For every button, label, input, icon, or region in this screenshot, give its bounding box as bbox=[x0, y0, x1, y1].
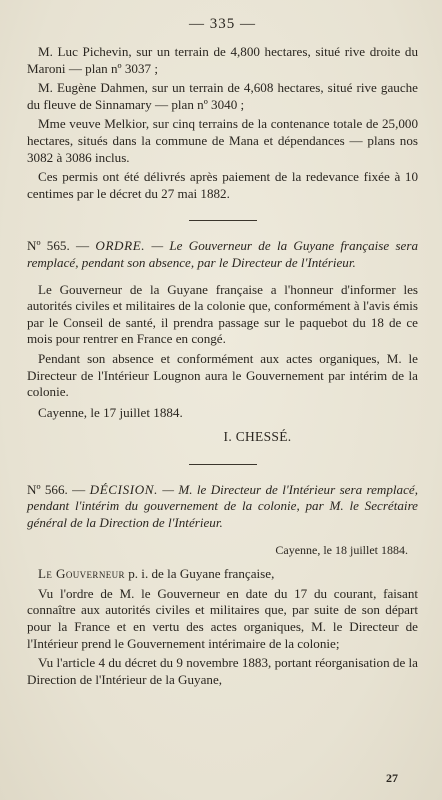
order-565-number: Nº 565. bbox=[27, 238, 70, 254]
permit-dahmen: M. Eugène Dahmen, sur un terrain de 4,608 hectares, situé rive gauche du fleuve de Sinnamary — plan nº 3040 ; bbox=[27, 80, 418, 112]
order-565-dash: — bbox=[69, 238, 96, 254]
folio-number: 27 bbox=[386, 771, 398, 785]
order-565-heading bbox=[27, 238, 418, 271]
order-565-signature: I. CHESSÉ. bbox=[223, 429, 292, 445]
decision-566-paragraph: Vu l'article 4 du décret du 9 novembre 1883, portant réorganisation de la Direction de l'Intérieur de la Guyane, bbox=[27, 655, 418, 687]
decision-566-date: Cayenne, le 18 juillet 1884. bbox=[275, 542, 408, 557]
section-divider bbox=[189, 220, 257, 221]
decision-566-type: DÉCISION. bbox=[89, 481, 158, 497]
decision-566 bbox=[27, 482, 418, 689]
decision-566-dash: — bbox=[67, 481, 90, 497]
permit-pichevin: M. Luc Pichevin, sur un terrain de 4,800 hectares, situé rive droite du Maroni — plan nº 3037 ; bbox=[27, 44, 418, 76]
order-565-paragraph: Le Gouverneur de la Guyane française a l'honneur d'informer les autorités civiles et militaires de la colonie que, conformément à l'avis émis par le Conseil de santé, il prendra passage sur le paquebot du 18 de ce mois pour rentrer en France en congé. bbox=[27, 281, 418, 347]
decision-566-opening bbox=[27, 566, 418, 583]
order-565 bbox=[27, 238, 418, 446]
decision-566-opening-smallcaps: Le Gouverneur bbox=[38, 566, 125, 582]
decision-566-number: Nº 566. bbox=[27, 481, 68, 497]
page-number: — 335 — bbox=[189, 16, 256, 32]
decision-566-opening-rest: p. i. de la Guyane française, bbox=[124, 566, 275, 582]
decision-566-title: — M. le Directeur de l'Intérieur sera remplacé, pendant l'intérim du gouvernement de la colonie, par M. le Secrétaire général de la Direction de l'Intérieur. bbox=[27, 481, 418, 531]
decision-566-paragraph: Vu l'ordre de M. le Gouverneur en date du 17 du courant, faisant connaître aux autorités civiles et militaires que, par suite de son départ pour la France et en vertu des actes organiques, M. le Directeur de l'Intérieur prend le Gouvernement intérimaire de la colonie; bbox=[27, 585, 418, 651]
section-divider bbox=[189, 464, 257, 465]
permits-section bbox=[27, 44, 418, 202]
order-565-type: ORDRE. bbox=[95, 238, 146, 254]
decision-566-heading bbox=[27, 482, 418, 532]
order-565-paragraph: Pendant son absence et conformément aux actes organiques, M. le Directeur de l'Intérieur Lougnon aura le Gouvernement par intérim de la colonie. bbox=[27, 350, 418, 400]
permit-melkior: Mme veuve Melkior, sur cinq terrains de la contenance totale de 25,000 hectares, situés dans la commune de Mana et dépendances — plans nos 3082 à 3086 inclus. bbox=[27, 116, 418, 165]
order-565-title: — Le Gouverneur de la Guyane française sera remplacé, pendant son absence, par le Directeur de l'Intérieur. bbox=[27, 238, 418, 270]
permits-fee-note: Ces permis ont été délivrés après paiement de la redevance fixée à 10 centimes par le décret du 27 mai 1882. bbox=[27, 169, 418, 201]
order-565-date: Cayenne, le 17 juillet 1884. bbox=[38, 404, 183, 420]
